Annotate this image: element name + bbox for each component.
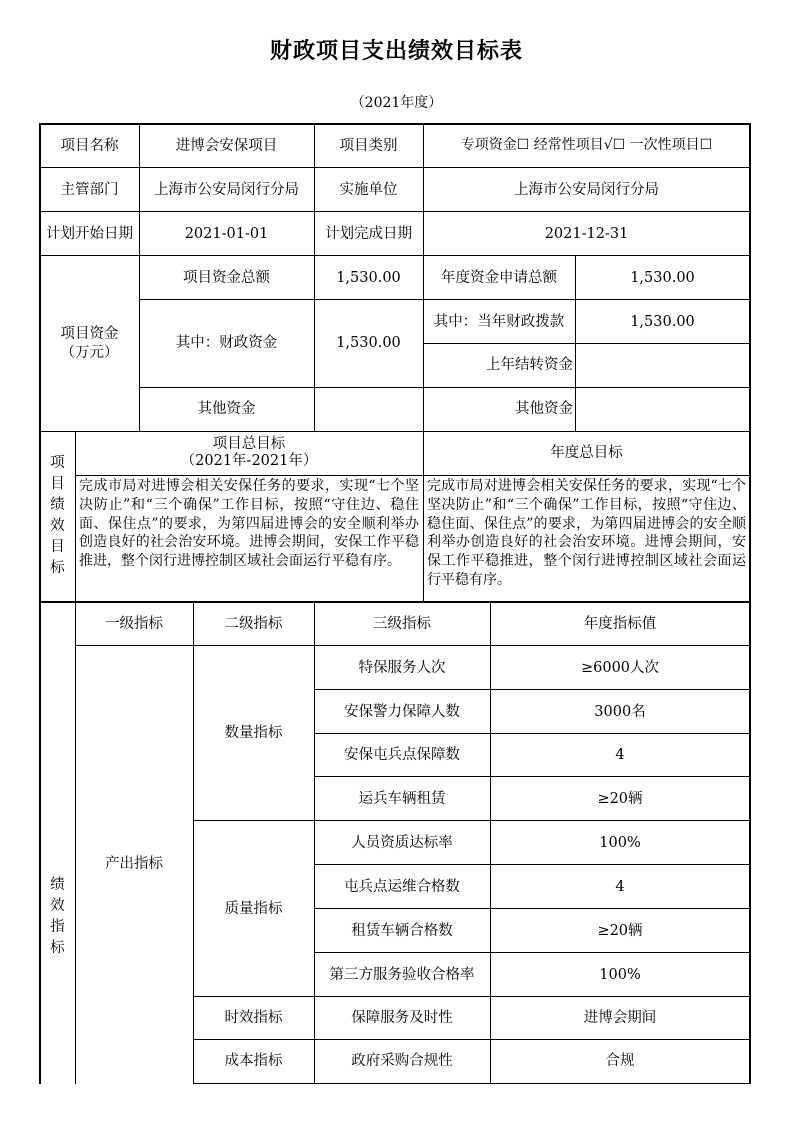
- level2-quality: 质量指标: [224, 900, 283, 917]
- grid-line: [749, 123, 751, 1084]
- grid-line: [139, 387, 751, 388]
- indicator-value: 4: [615, 878, 625, 895]
- header-annual-value: 年度指标值: [583, 616, 657, 633]
- grid-line: [75, 475, 751, 476]
- impl-unit-value: 上海市公安局闵行分局: [514, 181, 659, 198]
- current-appropriation-value: 1,530.00: [630, 313, 695, 330]
- funds-label: [40, 256, 139, 431]
- indicators-label-char: 指: [50, 919, 65, 935]
- header-level1: 一级指标: [105, 616, 163, 633]
- funds-total-label: 项目资金总额: [183, 269, 270, 286]
- grid-line: [39, 601, 751, 603]
- indicators-label: [40, 601, 75, 1083]
- level2-quantity: 数量指标: [224, 725, 283, 742]
- header-level3: 三级指标: [373, 616, 431, 633]
- indicator-name: 人员资质达标率: [351, 834, 453, 851]
- grid-line: [39, 167, 751, 168]
- grid-line: [75, 431, 76, 1084]
- indicator-value: 4: [615, 747, 625, 764]
- indicators-label-char: 效: [50, 897, 65, 914]
- current-appropriation-label: 其中：当年财政拨款: [433, 313, 565, 330]
- grid-line: [314, 601, 315, 1084]
- indicator-name: 政府采购合规性: [351, 1053, 453, 1070]
- indicator-value: ≥20辆: [597, 922, 643, 939]
- grid-line: [139, 123, 140, 431]
- indicator-name: 租赁车辆合格数: [351, 922, 453, 939]
- grid-line: [193, 996, 751, 997]
- page-title: 财政项目支出绩效目标表: [269, 38, 523, 64]
- other-funds-label-2: 其他资金: [515, 400, 573, 417]
- grid-line: [139, 299, 751, 300]
- start-date-label: 计划开始日期: [46, 225, 133, 242]
- other-funds-value: [314, 387, 423, 431]
- grid-line: [314, 123, 315, 431]
- indicator-name: 保障服务及时性: [351, 1010, 453, 1027]
- indicator-value: 合规: [605, 1053, 635, 1070]
- grid-line: [423, 123, 424, 601]
- fiscal-year: （2021年度）: [350, 95, 443, 111]
- grid-line: [193, 601, 194, 1084]
- level2-cost: 成本指标: [224, 1053, 283, 1070]
- fiscal-funds-value: 1,530.00: [336, 335, 401, 352]
- grid-line: [314, 864, 751, 865]
- indicator-value: ≥20辆: [597, 790, 643, 807]
- project-category-value: 专项资金☐ 经常性项目√☐ 一次性项目☐: [460, 137, 713, 154]
- end-date-value: 2021-12-31: [544, 225, 629, 242]
- annual-goal-header: 年度总目标: [550, 444, 623, 461]
- overall-goal-title: 项目总目标: [212, 435, 286, 452]
- project-name-label: 项目名称: [60, 137, 119, 154]
- indicator-value: ≥6000人次: [580, 659, 660, 676]
- indicator-name: 第三方服务验收合格率: [329, 966, 475, 983]
- grid-line: [39, 123, 41, 1084]
- indicators-label-char: 标: [50, 940, 65, 957]
- grid-line: [39, 255, 751, 256]
- funds-label-line1: 项目资金: [60, 326, 119, 343]
- dept-label: 主管部门: [60, 181, 119, 198]
- impl-unit-label: 实施单位: [339, 181, 398, 198]
- goals-label-char: 目: [50, 475, 65, 492]
- carryover-value: [575, 344, 750, 387]
- funds-annual-label: 年度资金申请总额: [441, 269, 557, 286]
- indicator-name: 运兵车辆租赁: [358, 790, 446, 807]
- grid-line: [39, 431, 751, 432]
- goals-label-char: 标: [50, 560, 65, 577]
- overall-goal-text: 完成市局对进博会相关安保任务的要求，实现“七个坚决防止”和“三个确保”工作目标，按照“守住边、稳住面、保住点”的要求，为第四届进博会的安全顺利举办创造良好的社会治安环境。进博会期间，安保工作平稳推进，整个闵行进博控制区域社会面运行平稳有序。: [79, 478, 419, 569]
- grid-line: [314, 908, 751, 909]
- goals-label-char: 目: [50, 539, 65, 556]
- funds-annual-value: 1,530.00: [630, 269, 695, 286]
- grid-line: [314, 733, 751, 734]
- indicator-name: 安保警力保障人数: [344, 703, 460, 720]
- project-category-label: 项目类别: [339, 137, 398, 154]
- level1-output: 产出指标: [105, 856, 163, 873]
- indicator-value: 进博会期间: [583, 1010, 657, 1027]
- level2-timeliness: 时效指标: [224, 1010, 283, 1027]
- end-date-label: 计划完成日期: [325, 225, 412, 242]
- indicator-name: 屯兵点运维合格数: [344, 878, 460, 895]
- grid-line: [39, 123, 751, 125]
- start-date-value: 2021-01-01: [184, 225, 269, 242]
- project-name-value: 进博会安保项目: [175, 137, 278, 154]
- grid-line: [193, 1083, 751, 1084]
- overall-goal-period: （2021年-2021年）: [180, 453, 318, 469]
- grid-line: [75, 645, 751, 646]
- other-funds-label: 其他资金: [197, 400, 256, 417]
- indicator-value: 100%: [599, 834, 641, 851]
- funds-label-line2: （万元）: [60, 344, 119, 361]
- header-level2: 二级指标: [224, 616, 283, 633]
- grid-line: [193, 820, 751, 821]
- goals-label-char: 项: [50, 454, 65, 471]
- carryover-label: 上年结转资金: [486, 357, 573, 374]
- grid-line: [193, 1039, 751, 1040]
- indicator-value: 100%: [599, 966, 641, 983]
- overall-goal-header: [75, 431, 423, 475]
- grid-line: [490, 601, 491, 1084]
- goals-label: [40, 431, 75, 601]
- indicator-value: 3000名: [594, 703, 646, 720]
- annual-goal-text: 完成市局对进博会相关安保任务的要求，实现“七个坚决防止”和“三个确保”工作目标，按照“守住边、稳住面、保住点”的要求，为第四届进博会的安全顺利举办创造良好的社会治安环境。进博会期间，安保工作平稳推进，整个闵行进博控制区域社会面运行平稳有序。: [427, 478, 746, 588]
- indicator-name: 安保屯兵点保障数: [344, 747, 460, 764]
- goals-label-char: 效: [50, 518, 65, 534]
- grid-line: [314, 689, 751, 690]
- grid-line: [314, 952, 751, 953]
- grid-line: [423, 343, 751, 344]
- grid-line: [575, 255, 576, 431]
- grid-line: [314, 776, 751, 777]
- funds-total-value: 1,530.00: [336, 269, 401, 286]
- dept-value: 上海市公安局闵行分局: [154, 181, 299, 198]
- other-funds-value-2: [575, 387, 750, 431]
- indicators-label-char: 绩: [50, 876, 65, 893]
- indicator-name: 特保服务人次: [358, 659, 446, 676]
- goals-label-char: 绩: [50, 496, 65, 513]
- grid-line: [39, 211, 751, 212]
- fiscal-funds-label: 其中：财政资金: [175, 335, 278, 352]
